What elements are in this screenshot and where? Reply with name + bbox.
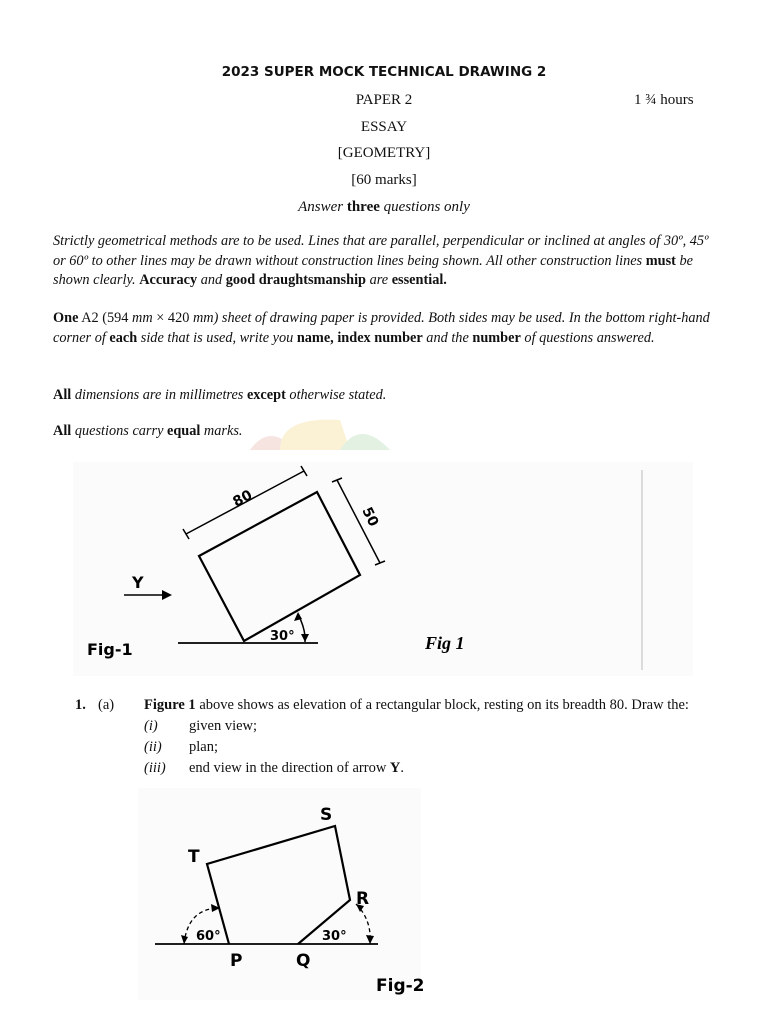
item-num-ii: (ii)	[144, 739, 162, 755]
fig2-block	[207, 826, 350, 944]
question-part: (a)	[98, 697, 115, 713]
geometry-label: [GEOMETRY]	[337, 145, 431, 161]
fig1-label-right: Fig 1	[425, 633, 465, 653]
fig2-label-t: T	[188, 847, 200, 867]
instruction-methods: Strictly geometrical methods are to be used. Lines that are parallel, perpendicular or inclined at angles of 30º, 45º or 60º to other lines may be drawn without construction lines being shown. All other construction lines must be shown clearly. Accuracy and good draughtsmanship are essential.	[53, 233, 709, 288]
fig2-angle-60: 60°	[196, 929, 221, 944]
exam-title: 2023 SUPER MOCK TECHNICAL DRAWING 2	[221, 64, 547, 80]
question-text: Figure 1 above shows as elevation of a rectangular block, resting on its breadth 80. Draw the:	[144, 697, 689, 713]
marks-label: [60 marks]	[351, 172, 417, 188]
question-number: 1.	[75, 697, 86, 713]
fig2-label-q: Q	[296, 951, 311, 971]
paper-label: PAPER 2	[355, 92, 413, 108]
fig2-label-r: R	[356, 889, 370, 909]
item-text-ii: plan;	[189, 739, 218, 755]
instruction-dimensions: All dimensions are in millimetres except otherwise stated.	[53, 387, 387, 403]
answer-instruction: Answer three questions only	[298, 199, 470, 215]
item-text-iii: end view in the direction of arrow Y.	[189, 760, 405, 776]
dim-label-80: 80	[230, 487, 256, 511]
duration-label: 1 ¾ hours	[634, 92, 694, 108]
fig2-label-p: P	[230, 951, 243, 971]
item-num-iii: (iii)	[144, 760, 166, 776]
fig2-caption: Fig-2	[376, 976, 425, 996]
instruction-paper: One A2 (594 mm × 420 mm) sheet of drawing paper is provided. Both sides may be used. In the bottom right-hand corner of each side that is used, write you name, index number and the number of questions answered.	[53, 310, 710, 346]
essay-label: ESSAY	[360, 119, 408, 135]
fig1-label-left: Fig-1	[87, 640, 133, 659]
arrow-y-label: Y	[132, 573, 144, 592]
fig2-angle-30: 30°	[322, 929, 347, 944]
fig2-label-s: S	[320, 805, 333, 825]
item-num-i: (i)	[144, 718, 158, 734]
dim-label-50: 50	[358, 504, 382, 530]
item-text-i: given view;	[189, 718, 258, 734]
instruction-marks: All questions carry equal marks.	[53, 423, 243, 439]
angle-label-30: 30°	[270, 629, 295, 644]
